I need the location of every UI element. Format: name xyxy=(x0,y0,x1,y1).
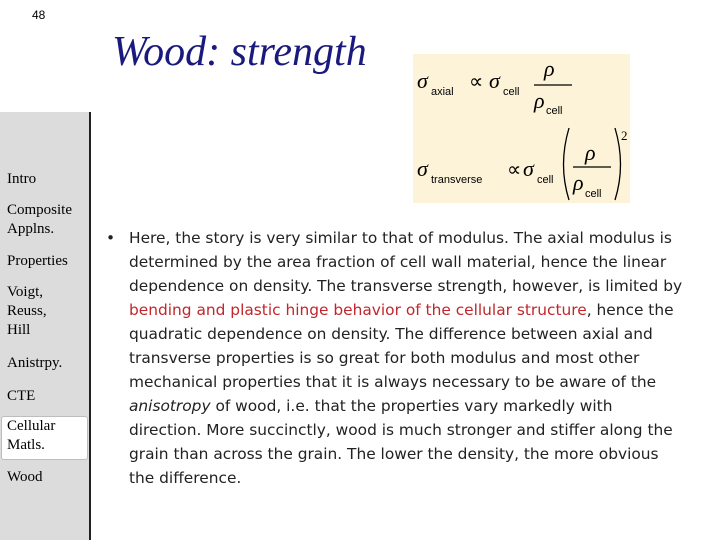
slide-number: 48 xyxy=(32,8,46,22)
sidebar-item-composite-applns[interactable]: Composite Applns. xyxy=(7,202,73,237)
text-part-1: Here, the story is very similar to that of modulus. The axial modulus is determined by the area fraction of cell wall material, hence the linear dependence on density. The transverse strength, however, is limited by xyxy=(129,229,683,295)
axial-subscript: axial xyxy=(431,86,454,98)
sidebar-item-cellular-matls[interactable]: Cellular Matls. xyxy=(7,418,56,453)
sidebar-item-wood[interactable]: Wood xyxy=(7,469,43,485)
sigma-symbol: σ xyxy=(417,156,428,181)
sidebar-item-intro[interactable]: Intro xyxy=(7,171,37,187)
proportional-symbol: ∝ xyxy=(469,71,484,93)
right-paren xyxy=(615,128,621,200)
rho-symbol: ρ xyxy=(544,56,555,81)
emphasized-text: anisotropy xyxy=(129,397,211,415)
transverse-formula xyxy=(417,128,628,200)
left-paren xyxy=(564,128,570,200)
axial-formula xyxy=(417,56,572,117)
transverse-subscript: transverse xyxy=(431,174,483,186)
sidebar-item-voigt-reuss-hill[interactable]: Voigt, Reuss, Hill xyxy=(7,284,47,338)
sigma-symbol: σ xyxy=(417,68,428,93)
exponent: 2 xyxy=(621,128,628,143)
sidebar-item-properties[interactable]: Properties xyxy=(7,253,68,269)
rho-symbol: ρ xyxy=(585,140,596,165)
body-paragraph xyxy=(106,226,686,490)
bullet: • xyxy=(106,229,116,247)
sidebar-item-cte[interactable]: CTE xyxy=(7,388,36,404)
sigma-symbol: σ xyxy=(489,68,500,93)
formula-box xyxy=(413,54,630,203)
text-part-2: , hence the quadratic dependence on density. The difference between axial and transverse properties is so great for both modulus and most other mechanical properties that it is always necessary to be aware of the xyxy=(129,301,674,391)
slide-title: Wood: strength xyxy=(112,29,367,75)
highlighted-text: bending and plastic hinge behavior of the cellular structure xyxy=(129,301,587,319)
cell-subscript: cell xyxy=(537,174,554,186)
proportional-symbol: ∝ xyxy=(507,159,522,181)
paragraph-text xyxy=(129,226,686,490)
cell-subscript: cell xyxy=(585,188,602,200)
rho-symbol: ρ xyxy=(573,170,584,195)
cell-subscript: cell xyxy=(503,86,520,98)
formula-graphic xyxy=(413,54,630,203)
rho-symbol: ρ xyxy=(534,88,545,113)
sigma-symbol: σ xyxy=(523,156,534,181)
cell-subscript: cell xyxy=(546,105,563,117)
text-part-3: of wood, i.e. that the properties vary markedly with direction. More succinctly, wood is much stronger and stiffer along the grain than across the grain. The lower the density, the more obvious the difference. xyxy=(129,397,673,487)
sidebar-item-anistrpy[interactable]: Anistrpy. xyxy=(7,355,63,371)
sidebar-nav xyxy=(0,112,91,540)
